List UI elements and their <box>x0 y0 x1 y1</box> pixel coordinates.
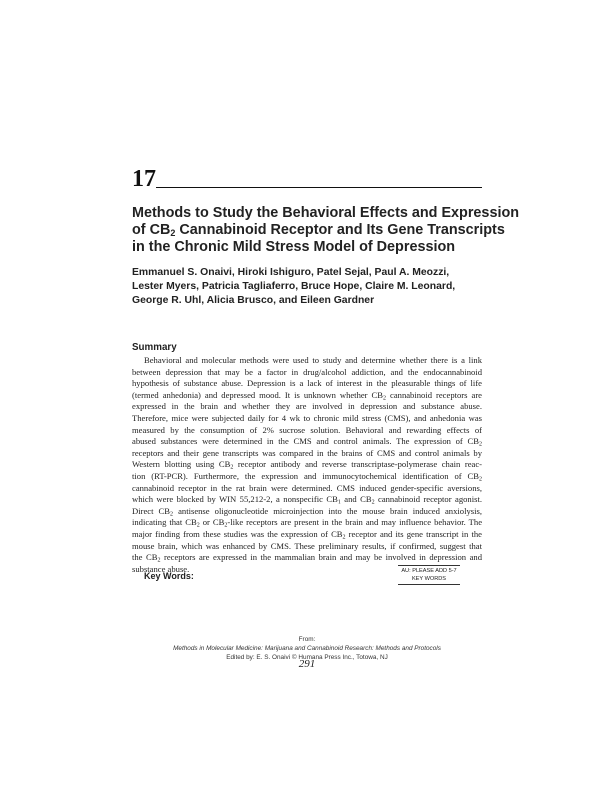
summary-line-19: substance abuse. <box>132 563 190 574</box>
summary-line-16-a: major finding from these studies was the expression of CB <box>132 528 343 539</box>
summary-line-17: mouse brain, which was enhanced by CMS. These preliminary results, if confirmed, suggest that <box>132 540 482 551</box>
summary-line-4-sub: 2 <box>383 395 387 402</box>
summary-line-15-sub-1: 2 <box>196 522 200 529</box>
chapter-rule <box>156 187 482 188</box>
summary-line-15-sub-2: 2 <box>224 522 228 529</box>
summary-line-5: expressed in the brain and whether they are involved in depression and substance abuse. <box>132 401 482 412</box>
title-subscript: 2 <box>170 228 176 238</box>
authors-line-1: Emmanuel S. Onaivi, Hiroki Ishiguro, Patel Sejal, Paul A. Meozzi, <box>132 267 450 278</box>
author-query-line-2: KEY WORDS <box>411 575 447 582</box>
title-line-3: in the Chronic Mild Stress Model of Depression <box>132 239 456 255</box>
summary-line-15-a: indicating that CB <box>132 517 197 528</box>
summary-line-12: cannabinoid receptor in the rat brain were determined. CMS induced gender-specific aversions, <box>132 482 482 493</box>
author-list <box>132 266 492 308</box>
summary-line-13 <box>132 494 482 506</box>
chapter-header <box>132 166 482 192</box>
summary-line-14-b: antisense oligonucleotide microinjection into the mouse brain induced anxiolysis, <box>173 505 482 516</box>
summary-line-1: Behavioral and molecular methods were used to study and determine whether there is a link <box>144 355 482 365</box>
summary-line-15-c: -like receptors are present in the brain and may influence behavior. The <box>227 517 483 528</box>
summary-line-9: receptors and their gene transcripts was compared in the brains of CMS and control animals by <box>132 447 482 458</box>
summary-line-15-b: or CB <box>199 517 225 528</box>
summary-line-3: hypothesis of substance abuse. Depression is a lack of interest in the pleasurable things of life <box>132 378 482 389</box>
summary-line-11-sub: 2 <box>479 476 482 483</box>
summary-line-18-a: the CB <box>132 552 158 563</box>
footer-edited-line: Edited by: E. S. Onaivi © Humana Press Inc., Totowa, NJ <box>226 653 388 661</box>
summary-line-7: measured by the consumption of 2% sucrose solution. Behavioral and rewarding effects of <box>132 424 482 435</box>
summary-line-13-a: which were blocked by WIN 55,212-2, a nonspecific CB <box>132 494 338 505</box>
summary-line-18-sub: 2 <box>157 557 161 564</box>
summary-line-18-b: receptors are expressed in the mammalian brain and may be involved in depression and <box>160 552 482 563</box>
summary-line-15 <box>132 517 482 529</box>
summary-line-4 <box>132 390 482 402</box>
summary-line-6: Therefore, mice were subjected daily for 4 wk to chronic mild stress (CMS), and anhedonia was <box>132 412 482 423</box>
summary-line-8 <box>132 436 482 448</box>
summary-line-13-b: and CB <box>340 494 372 505</box>
summary-line-13-sub-1: 1 <box>337 499 341 506</box>
summary-line-10-b: receptor antibody and reverse transcriptase-polymerase chain reac- <box>233 459 483 470</box>
author-query-line-1: AU: PLEASE ADD 5-7 <box>401 568 457 574</box>
summary-line-11 <box>132 471 482 483</box>
summary-line-4-b: cannabinoid receptors are <box>386 389 482 400</box>
summary-line-8-sub: 2 <box>479 441 482 448</box>
authors-line-3: George R. Uhl, Alicia Brusco, and Eileen Gardner <box>132 295 375 306</box>
summary-line-10-a: Western blotting using CB <box>132 459 231 470</box>
summary-line-2: between depression that may be a factor in drug/alcohol addiction, and the endocannabinoid <box>132 366 482 377</box>
footer-source-line <box>132 636 482 654</box>
summary-line-10 <box>132 459 482 471</box>
authors-line-2: Lester Myers, Patricia Tagliaferro, Bruce Hope, Claire M. Leonard, <box>132 281 456 292</box>
summary-line-8-a: abused substances were determined in the CMS and control animals. The expression of CB <box>132 436 479 447</box>
summary-body <box>132 355 482 575</box>
summary-line-4-a: (termed anhedonia) and depressed mood. It is unknown whether CB <box>132 389 384 400</box>
summary-line-16-b: receptor and its gene transcript in the <box>345 528 482 539</box>
title-line-2-start: of CB <box>132 222 171 238</box>
chapter-title <box>132 205 520 256</box>
title-line-1: Methods to Study the Behavioral Effects and Expression <box>132 205 520 221</box>
summary-line-14-sub: 2 <box>170 511 174 518</box>
summary-line-14 <box>132 506 482 518</box>
summary-line-16 <box>132 529 482 541</box>
author-query-box <box>398 565 460 585</box>
footer-book-title: Methods in Molecular Medicine: Marijuana and Cannabinoid Research: Methods and Protocols <box>173 644 441 652</box>
key-words-label: Key Words: <box>144 571 194 581</box>
summary-line-16-sub: 2 <box>342 534 346 541</box>
title-line-2 <box>132 222 505 239</box>
summary-line-13-sub-2: 2 <box>371 499 375 506</box>
footer-from-prefix: From: <box>298 636 316 643</box>
summary-line-14-a: Direct CB <box>132 505 171 516</box>
summary-line-13-c: cannabinoid receptor agonist. <box>374 494 482 505</box>
summary-line-10-sub: 2 <box>230 464 234 471</box>
chapter-number: 17 <box>132 166 156 192</box>
summary-line-11-a: tion (RT-PCR). Furthermore, the expression and immunocytochemical identification of CB <box>132 470 479 481</box>
title-line-2-end: Cannabinoid Receptor and Its Gene Transcripts <box>175 222 505 238</box>
summary-line-18 <box>132 552 482 564</box>
summary-heading: Summary <box>132 342 177 353</box>
page-number: 291 <box>298 658 316 670</box>
